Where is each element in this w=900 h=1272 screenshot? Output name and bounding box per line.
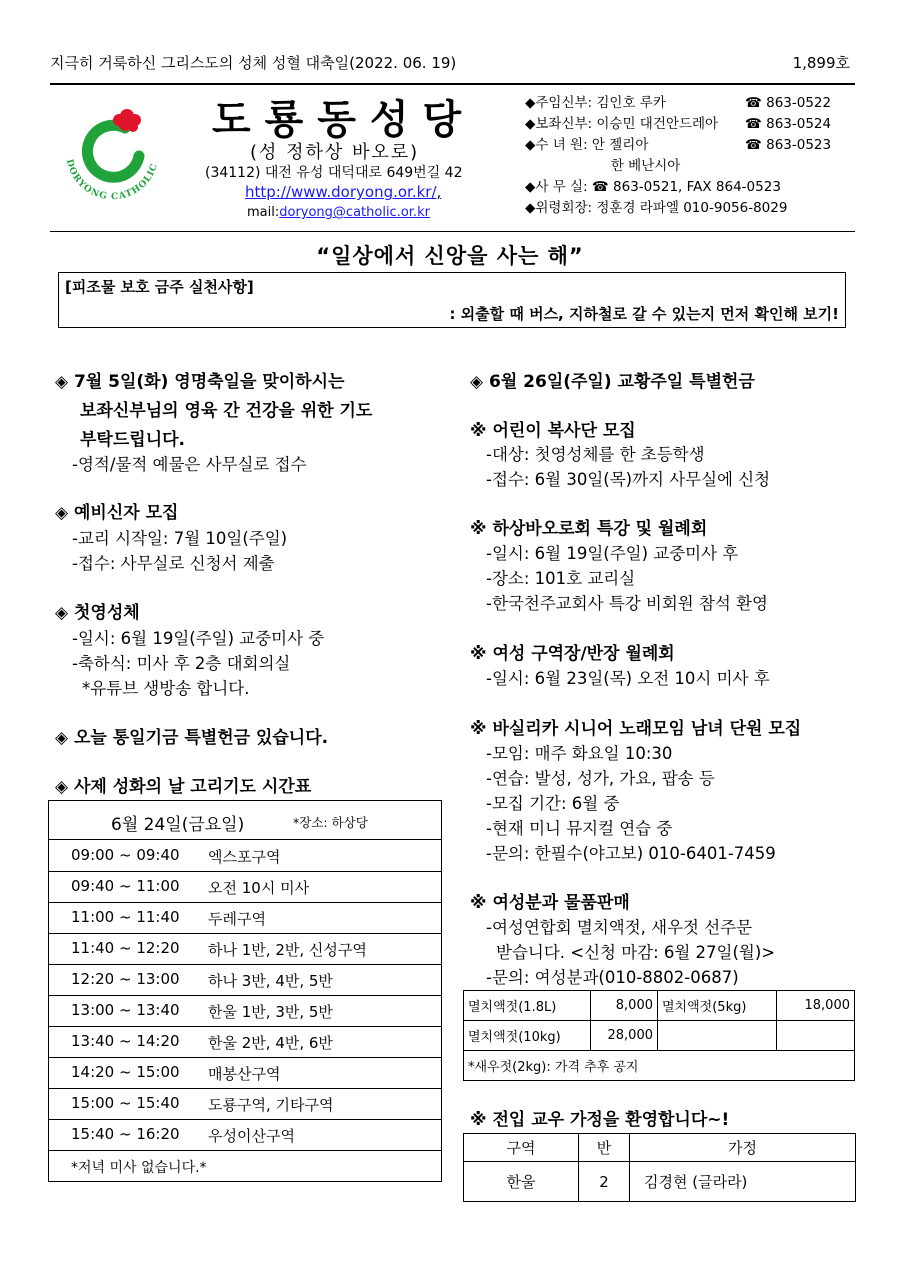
header-bottom-divider (50, 231, 855, 232)
table-row (464, 1162, 856, 1202)
notice-title: [피조물 보호 금주 실천사항] (65, 278, 254, 296)
schedule-time: 11:00 ~ 11:40 (71, 908, 180, 926)
staff-row (525, 156, 787, 177)
schedule-row (49, 1057, 441, 1089)
schedule-row (49, 964, 441, 996)
schedule-name: 엑스포구역 (208, 848, 281, 866)
staff-row (525, 93, 832, 114)
schedule-row (49, 1119, 441, 1151)
schedule-date: 6월 24일(금요일) (111, 815, 245, 835)
product-table (463, 990, 855, 1081)
section-line: -접수: 사무실로 신청서 제출 (72, 554, 275, 573)
website-link[interactable] (245, 183, 441, 201)
schedule-row (49, 902, 441, 934)
section-line: -한국천주교회사 특강 비회원 참석 환영 (486, 594, 768, 613)
schedule-name: 도룡구역, 기타구역 (208, 1096, 334, 1114)
issue-number: 1,899호 (792, 54, 850, 72)
logo-text: DORYONG CATHOLIC (63, 158, 161, 203)
staff-label: 한 베난시아 (525, 158, 681, 174)
product-price: 8,000 (591, 991, 658, 1021)
staff-tel: ☎ 863-0524 (745, 116, 832, 132)
email-line (247, 205, 430, 220)
section-line: -여성연합회 멸치액젓, 새우젓 선주문 (486, 918, 753, 937)
section-line: -모임: 매주 화요일 10:30 (486, 744, 673, 763)
schedule-time: 12:20 ~ 13:00 (71, 970, 180, 988)
section-title: ◈ 사제 성화의 날 고리기도 시간표 (55, 777, 312, 797)
table-header-row (464, 1134, 856, 1162)
staff-label: ◆위령회장: 정훈경 라파엘 010-9056-8029 (525, 200, 788, 216)
product-name: 멸치액젓(5kg) (658, 991, 777, 1021)
header-ban: 반 (579, 1134, 630, 1162)
schedule-name: 두레구역 (208, 910, 266, 928)
prayer-schedule (48, 800, 442, 1182)
section-line: 받습니다. <신청 마감: 6월 27일(월)> (496, 943, 776, 962)
section-title: ※ 바실리카 시니어 노래모임 남녀 단원 모집 (470, 719, 802, 739)
section-line: -문의: 한필수(야고보) 010-6401-7459 (486, 844, 776, 863)
product-name: 멸치액젓(1.8L) (464, 991, 591, 1021)
url-comma: , (436, 183, 442, 201)
family-cell: 김경현 (글라라) (630, 1162, 856, 1202)
empty-cell (777, 1021, 855, 1051)
section-title: ※ 여성분과 물품판매 (470, 893, 630, 913)
staff-label: ◆사 무 실: ☎ 863-0521, FAX 864-0523 (525, 179, 781, 195)
logo-ring-icon (87, 125, 139, 177)
mail-label: mail: (247, 205, 280, 220)
section-title-cont: 부탁드립니다. (80, 430, 185, 450)
section-line: -연습: 발성, 성가, 가요, 팝송 등 (486, 769, 715, 788)
product-name: 멸치액젓(10kg) (464, 1021, 591, 1051)
section-title: ◈ 6월 26일(주일) 교황주일 특별헌금 (470, 372, 755, 392)
section-line: -모집 기간: 6월 중 (486, 794, 620, 813)
schedule-time: 11:40 ~ 12:20 (71, 939, 180, 957)
church-logo (55, 98, 170, 213)
section-title: ※ 하상바오로회 특강 및 월례회 (470, 519, 708, 539)
schedule-name: 오전 10시 미사 (208, 879, 310, 897)
schedule-name: 한울 2반, 4반, 6반 (208, 1034, 333, 1052)
section-line: -일시: 6월 19일(주일) 교중미사 중 (72, 629, 325, 648)
notice-text: : 외출할 때 버스, 지하철로 갈 수 있는지 먼저 확인해 보기! (449, 305, 839, 323)
notice-box (58, 272, 846, 328)
schedule-time: 15:40 ~ 16:20 (71, 1125, 180, 1143)
schedule-name: 매봉산구역 (208, 1065, 281, 1083)
section-line: -장소: 101호 교리실 (486, 569, 636, 588)
schedule-row (49, 933, 441, 965)
ban-cell: 2 (579, 1162, 630, 1202)
table-row (464, 991, 855, 1021)
schedule-row (49, 995, 441, 1027)
schedule-footer: *저녁 미사 없습니다.* (71, 1160, 207, 1176)
church-address: (34112) 대전 유성 대덕대로 649번길 42 (205, 165, 463, 181)
email-link[interactable]: doryong@catholic.or.kr (279, 205, 430, 220)
schedule-name: 한울 1반, 3반, 5반 (208, 1003, 333, 1021)
schedule-row (49, 871, 441, 903)
staff-row (525, 177, 787, 198)
section-title: ※ 전입 교우 가정을 환영합니다~! (470, 1110, 730, 1130)
product-price: 18,000 (777, 991, 855, 1021)
schedule-time: 09:40 ~ 11:00 (71, 877, 180, 895)
header-divider (50, 83, 855, 85)
staff-label: ◆보좌신부: 이승민 대건안드레아 (525, 116, 719, 132)
product-note: *새우젓(2kg): 가격 추후 공지 (464, 1051, 855, 1081)
staff-row (525, 198, 787, 219)
staff-list (525, 93, 832, 219)
schedule-name: 하나 3반, 4반, 5반 (208, 972, 333, 990)
section-title: ※ 여성 구역장/반장 월례회 (470, 644, 675, 664)
section-line: -일시: 6월 23일(목) 오전 10시 미사 후 (486, 669, 770, 688)
schedule-time: 13:00 ~ 13:40 (71, 1001, 180, 1019)
section-line: -축하식: 미사 후 2층 대회의실 (72, 654, 291, 673)
header-family: 가정 (630, 1134, 856, 1162)
section-title-cont: 보좌신부님의 영육 간 건강을 위한 기도 (80, 401, 373, 421)
church-name: 도룡동성당 (212, 97, 476, 143)
schedule-row (49, 840, 441, 872)
staff-tel: ☎ 863-0523 (745, 137, 832, 153)
staff-row (525, 114, 832, 135)
section-line: -일시: 6월 19일(주일) 교중미사 후 (486, 544, 739, 563)
section-line: -영적/물적 예물은 사무실로 접수 (72, 455, 307, 474)
section-title: ◈ 첫영성체 (55, 603, 140, 623)
feast-title: 지극히 거룩하신 그리스도의 성체 성혈 대축일(2022. 06. 19) (50, 54, 457, 72)
schedule-name: 하나 1반, 2반, 신성구역 (208, 941, 367, 959)
table-row (464, 1051, 855, 1081)
section-title: ※ 어린이 복사단 모집 (470, 421, 636, 441)
schedule-time: 13:40 ~ 14:20 (71, 1032, 180, 1050)
feast-line (50, 52, 850, 73)
staff-tel: ☎ 863-0522 (745, 95, 832, 111)
year-motto: “일상에서 신앙을 사는 해” (316, 244, 584, 268)
schedule-time: 15:00 ~ 15:40 (71, 1094, 180, 1112)
schedule-header (49, 801, 441, 840)
product-price: 28,000 (591, 1021, 658, 1051)
schedule-name: 우성이산구역 (208, 1127, 295, 1145)
welcome-table (463, 1133, 856, 1202)
section-line: *유튜브 생방송 합니다. (82, 679, 250, 698)
staff-label: ◆주임신부: 김인호 루카 (525, 95, 666, 111)
schedule-row (49, 1026, 441, 1058)
district-cell: 한울 (464, 1162, 579, 1202)
schedule-time: 09:00 ~ 09:40 (71, 846, 180, 864)
section-title: ◈ 예비신자 모집 (55, 503, 179, 523)
website-url[interactable]: http://www.doryong.or.kr/ (245, 183, 437, 201)
section-line: -문의: 여성분과(010-8802-0687) (486, 968, 739, 987)
section-title: ◈ 7월 5일(화) 영명축일을 맞이하시는 (55, 372, 345, 392)
section-line: -대상: 첫영성체를 한 초등학생 (486, 445, 705, 464)
staff-row (525, 135, 832, 156)
schedule-place: *장소: 하상당 (293, 815, 368, 830)
section-title: ◈ 오늘 통일기금 특별헌금 있습니다. (55, 728, 329, 748)
schedule-time: 14:20 ~ 15:00 (71, 1063, 180, 1081)
schedule-row (49, 1088, 441, 1120)
section-line: -접수: 6월 30일(목)까지 사무실에 신청 (486, 470, 771, 489)
staff-label: ◆수 녀 원: 안 젤리아 (525, 137, 649, 153)
header-district: 구역 (464, 1134, 579, 1162)
table-row (464, 1021, 855, 1051)
empty-cell (658, 1021, 777, 1051)
section-line: -현재 미니 뮤지컬 연습 중 (486, 819, 673, 838)
section-line: -교리 시작일: 7월 10일(주일) (72, 529, 288, 548)
patron-saint: (성 정하상 바오로) (250, 142, 420, 163)
